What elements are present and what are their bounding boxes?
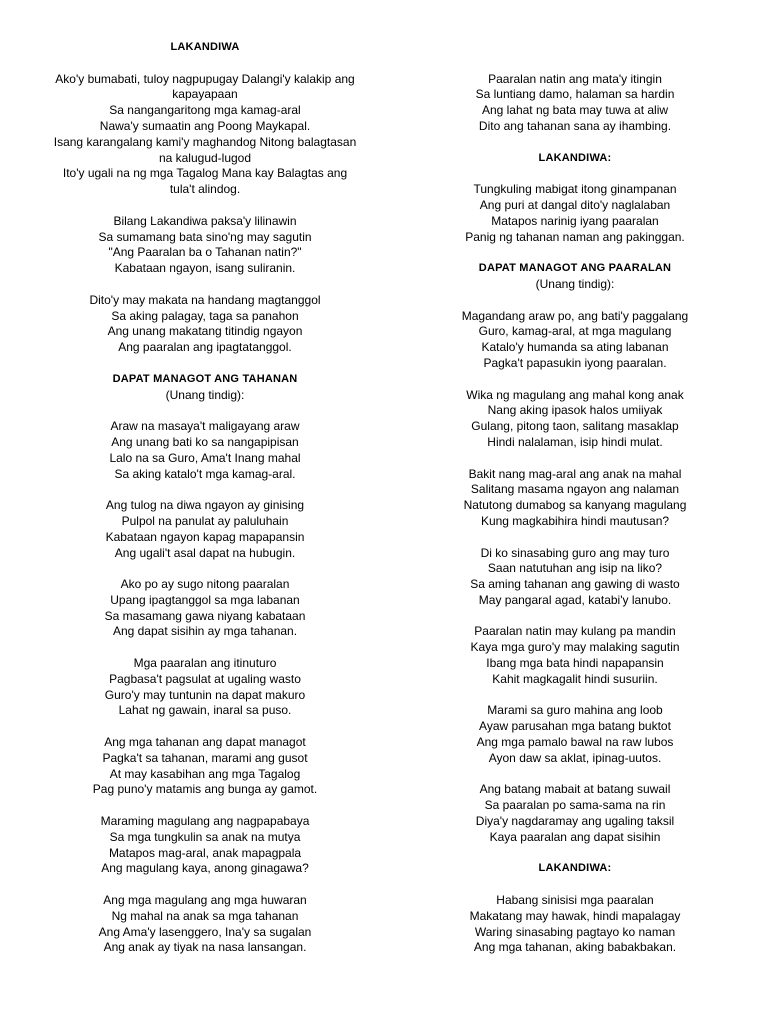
left-stanza-gap xyxy=(30,277,380,293)
right-poem-line: (Unang tindig): xyxy=(535,276,615,291)
right-poem-line: Bakit nang mag-aral ang anak na mahal xyxy=(468,466,682,481)
left-poem-line: Ang unang makatang titindig ngayon xyxy=(107,324,303,339)
right-stanza-gap xyxy=(400,877,750,893)
left-poem-line: "Ang Paaralan ba o Tahanan natin?" xyxy=(108,245,302,260)
right-poem-line: Diya'y nagdaramay ang ugaling taksil xyxy=(475,814,675,829)
left-poem-line: Ang tulog na diwa ngayon ay ginising xyxy=(105,498,305,513)
right-stanza-gap xyxy=(400,293,750,309)
right-poem-line: Pagka't papasukin iyong paaralan. xyxy=(483,355,667,370)
right-stanza-gap xyxy=(400,609,750,625)
left-poem-line: Lahat ng gawain, inaral sa puso. xyxy=(118,703,292,718)
left-stanza-gap xyxy=(30,640,380,656)
right-stanza-gap xyxy=(400,530,750,546)
left-poem-line: Ang mga magulang ang mga huwaran xyxy=(103,893,307,908)
right-poem-line: Ang mga pamalo bawal na raw lubos xyxy=(476,735,674,750)
left-poem-line: Ang ugali't asal dapat na hubugin. xyxy=(114,545,296,560)
right-stanza-gap xyxy=(400,372,750,388)
left-stanza-gap xyxy=(30,561,380,577)
right-poem-line: Ang lahat ng bata may tuwa at aliw xyxy=(481,103,669,118)
right-poem-line: Ang puri at dangal dito'y naglalaban xyxy=(479,197,671,212)
right-stanza-gap xyxy=(400,40,750,56)
right-poem-line: Waring sinasabing pagtayo ko naman xyxy=(474,924,676,939)
left-poem-line: Ang unang bati ko sa nangapipisan xyxy=(111,434,299,449)
right-stanza-gap xyxy=(400,56,750,72)
right-poem-line: Hindi nalalaman, isip hindi mulat. xyxy=(487,434,663,449)
right-poem-line: Paaralan natin may kulang pa mandin xyxy=(474,624,676,639)
right-poem-line: Ibang mga bata hindi napapansin xyxy=(486,656,664,671)
left-poem-line: Sa aking katalo't mga kamag-aral. xyxy=(114,466,296,481)
right-stanza-gap xyxy=(400,767,750,783)
right-poem-line: Magandang araw po, ang bati'y paggalang xyxy=(461,308,689,323)
left-poem-line: Ang anak ay tiyak na nasa lansangan. xyxy=(103,940,307,955)
right-poem-line: Katalo'y humanda sa ating labanan xyxy=(481,340,669,355)
right-stanza-gap xyxy=(400,135,750,151)
right-stanza-gap xyxy=(400,688,750,704)
right-poem-line: Kung magkabihira hindi mautusan? xyxy=(480,513,670,528)
left-poem-line: tula't alindog. xyxy=(169,182,241,197)
right-poem-line: Ang batang mabait at batang suwail xyxy=(479,782,671,797)
left-section-heading: DAPAT MANAGOT ANG TAHANAN xyxy=(112,372,298,385)
left-poem-line: kapayapaan xyxy=(172,87,238,102)
right-poem-line: Makatang may hawak, hindi mapalagay xyxy=(469,908,681,923)
right-poem-line: Kahit magkagalit hindi susuriin. xyxy=(492,671,658,686)
left-poem-line: Pulpol na panulat ay paluluhain xyxy=(121,513,289,528)
left-poem-line: Bilang Lakandiwa paksa'y lilinawin xyxy=(113,213,297,228)
right-poem-line: Paaralan natin ang mata'y itingin xyxy=(488,71,662,86)
left-stanza-gap xyxy=(30,403,380,419)
left-stanza-gap xyxy=(30,877,380,893)
left-poem-line: Maraming magulang ang nagpapabaya xyxy=(100,814,310,829)
left-poem-line: na kalugud-lugod xyxy=(158,150,252,165)
right-poem-line: Marami sa guro mahina ang loob xyxy=(487,703,663,718)
left-poem-line: Isang karangalang kami'y maghandog Nitong balagtasan xyxy=(53,134,357,149)
left-poem-line: Sa mga tungkulin sa anak na mutya xyxy=(109,829,301,844)
right-poem-line: Guro, kamag-aral, at mga magulang xyxy=(478,324,672,339)
left-poem-line: Ito'y ugali na ng mga Tagalog Mana kay Balagtas ang xyxy=(62,166,348,181)
left-poem-line: Kabataan ngayon, isang suliranin. xyxy=(114,261,296,276)
left-poem-line: Ng mahal na anak sa mga tahanan xyxy=(111,908,299,923)
left-poem-line: Mga paaralan ang itinuturo xyxy=(133,656,277,671)
right-column xyxy=(400,40,750,956)
right-poem-line: Ayaw parusahan mga batang buktot xyxy=(479,719,671,734)
right-poem-line: May pangaral agad, katabi'y lanubo. xyxy=(478,592,672,607)
right-poem-line: Nang aking ipasok halos umiiyak xyxy=(487,403,663,418)
left-poem-line: Sa masamang gawa niyang kabataan xyxy=(104,608,306,623)
left-stanza-gap xyxy=(30,356,380,372)
left-poem-line: Nawa'y sumaatin ang Poong Maykapal. xyxy=(99,118,311,133)
right-section-heading: LAKANDIWA: xyxy=(538,862,612,875)
left-stanza-gap xyxy=(30,482,380,498)
right-poem-line: Saan natutuhan ang isip na liko? xyxy=(487,561,663,576)
left-poem-line: Sa nangangaritong mga kamag-aral xyxy=(109,103,301,118)
right-poem-line: Ang mga tahanan, aking babakbakan. xyxy=(473,940,677,955)
left-poem-line: Ang paaralan ang ipagtatanggol. xyxy=(118,340,292,355)
right-poem-line: Wika ng magulang ang mahal kong anak xyxy=(466,387,684,402)
right-poem-line: Habang sinisisi mga paaralan xyxy=(496,893,654,908)
left-poem-line: Ang dapat sisihin ay mga tahanan. xyxy=(112,624,298,639)
left-poem-line: Sa aking palagay, taga sa panahon xyxy=(111,308,299,323)
right-poem-line: Matapos narinig iyang paaralan xyxy=(491,213,659,228)
right-poem-line: Panig ng tahanan naman ang pakinggan. xyxy=(465,229,685,244)
right-poem-line: Dito ang tahanan sana ay ihambing. xyxy=(478,118,672,133)
left-poem-line: Ang Ama'y lasenggero, Ina'y sa sugalan xyxy=(98,924,312,939)
right-stanza-gap xyxy=(400,846,750,862)
left-poem-line: Araw na masaya't maligayang araw xyxy=(110,419,300,434)
right-section-heading: LAKANDIWA: xyxy=(538,151,612,164)
left-poem-line: Ako po ay sugo nitong paaralan xyxy=(120,577,290,592)
left-poem-line: Ako'y bumabati, tuloy nagpupugay Dalangi'y kalakip ang xyxy=(55,71,355,86)
left-poem-line: Pag puno'y matamis ang bunga ay gamot. xyxy=(92,782,318,797)
left-poem-line: Guro'y may tuntunin na dapat makuro xyxy=(104,687,306,702)
left-poem-line: Upang ipagtanggol sa mga labanan xyxy=(110,592,300,607)
left-stanza-gap xyxy=(30,719,380,735)
left-poem-line: At may kasabihan ang mga Tagalog xyxy=(109,766,301,781)
right-stanza-gap xyxy=(400,166,750,182)
left-stanza-gap xyxy=(30,198,380,214)
left-stanza-gap xyxy=(30,56,380,72)
right-stanza-gap xyxy=(400,245,750,261)
right-stanza-gap xyxy=(400,451,750,467)
left-poem-line: Dito'y may makata na handang magtanggol xyxy=(89,292,321,307)
right-poem-line: Salitang masama ngayon ang nalaman xyxy=(470,482,680,497)
left-poem-line: Ang magulang kaya, anong ginagawa? xyxy=(101,861,309,876)
left-stanza-gap xyxy=(30,798,380,814)
right-poem-line: Gulang, pitong taon, salitang masaklap xyxy=(471,419,679,434)
left-poem-line: Lalo na sa Guro, Ama't Inang mahal xyxy=(109,450,301,465)
left-poem-line: Matapos mag-aral, anak mapagpala xyxy=(108,845,302,860)
left-poem-line: (Unang tindig): xyxy=(165,387,245,402)
right-poem-line: Kaya mga guro'y may malaking sagutin xyxy=(470,640,680,655)
right-poem-line: Di ko sinasabing guro ang may turo xyxy=(480,545,670,560)
right-poem-line: Ayon daw sa aklat, ipinag-uutos. xyxy=(488,750,662,765)
right-poem-line: Sa aming tahanan ang gawing di wasto xyxy=(470,577,680,592)
right-poem-line: Natutong dumabog sa kanyang magulang xyxy=(463,498,687,513)
right-poem-line: Tungkuling mabigat itong ginampanan xyxy=(473,182,677,197)
left-poem-line: Pagbasa't pagsulat at ugaling wasto xyxy=(109,671,301,686)
left-poem-line: Ang mga tahanan ang dapat managot xyxy=(104,735,306,750)
left-poem-line: Pagka't sa tahanan, marami ang gusot xyxy=(102,750,308,765)
left-poem-line: Sa sumamang bata sino'ng may sagutin xyxy=(98,229,312,244)
right-section-heading: DAPAT MANAGOT ANG PAARALAN xyxy=(478,262,672,275)
left-section-heading: LAKANDIWA xyxy=(170,41,240,53)
right-poem-line: Sa luntiang damo, halaman sa hardin xyxy=(475,87,675,102)
right-poem-line: Kaya paaralan ang dapat sisihin xyxy=(489,829,661,844)
left-poem-line: Kabataan ngayon kapag mapapansin xyxy=(105,529,305,544)
right-poem-line: Sa paaralan po sama-sama na rin xyxy=(484,798,666,813)
left-column xyxy=(30,40,380,956)
